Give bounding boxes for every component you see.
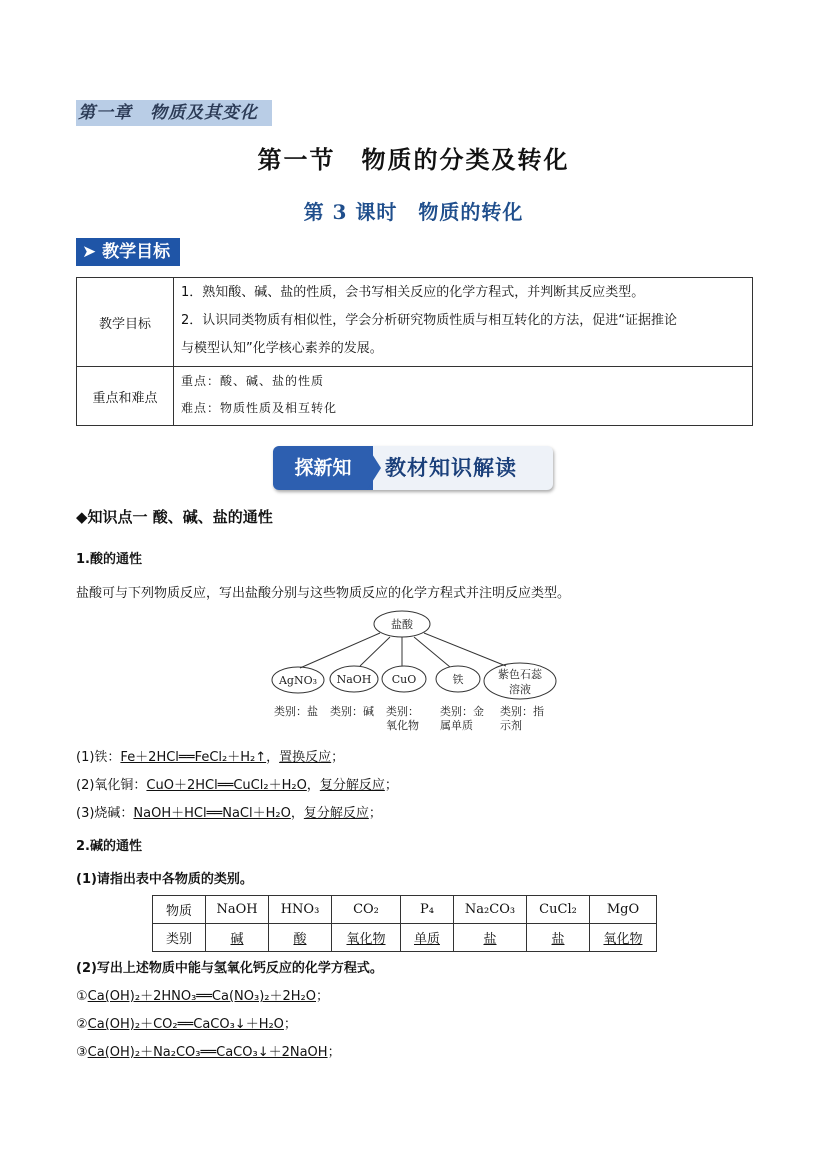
comma: ， [306,778,320,793]
eq-number: ③ [76,1045,88,1060]
arrow-line [300,633,380,668]
goals-tag: ➤ 教学目标 [76,238,180,266]
key-cell [174,367,753,426]
equation: Fe＋2HCl══FeCl₂＋H₂↑ [120,750,267,765]
knowledge-point-title: ◆知识点一 酸、碱、盐的通性 [76,508,273,526]
goal-1: 1．熟知酸、碱、盐的性质，会书写相关反应的化学方程式，并判断其反应类型。 [181,285,645,300]
cat-label: 类别：指 [500,705,544,718]
acid-diagram [268,608,568,738]
classification-table [152,895,657,952]
node-label: 溶液 [509,683,531,696]
node-label: NaOH [336,673,372,686]
cat-label: 类别：金 [440,705,484,718]
eq-prefix: (1)铁： [76,750,121,765]
sep: ； [327,1045,341,1060]
eq-number: ① [76,989,88,1004]
banner-right: 教材知识解读 [385,456,517,480]
sep: ； [316,989,330,1004]
goals-table [76,277,753,426]
cat-label: 氧化物 [386,719,419,732]
acid-eq2 [76,774,398,793]
equation: NaOH＋HCl══NaCl＋H₂O [133,806,291,821]
table-cell: P₄ [401,896,454,924]
cat-label: 示剂 [500,719,522,732]
goals-head: 教学目标 [77,278,174,367]
table-cell: 氧化物 [332,924,401,952]
table-cell: 类别 [153,924,206,952]
sep: ； [384,778,398,793]
table-row [153,896,657,924]
node-label: AgNO₃ [278,674,318,687]
node-label: CuO [391,673,417,686]
center-label: 盐酸 [391,618,413,631]
node-label: 铁 [452,673,464,686]
eq-prefix: (3)烧碱： [76,806,134,821]
node-label: 紫色石蕊 [498,668,542,681]
table-cell: 物质 [153,896,206,924]
comma: ， [290,806,304,821]
base-q2: (2)写出上述物质中能与氢氧化钙反应的化学方程式。 [76,961,383,976]
table-cell: MgO [590,896,657,924]
reaction-type: 复分解反应 [319,778,385,793]
table-cell: NaOH [206,896,269,924]
base-eq1 [76,985,329,1004]
cat-label: 类别： [386,705,419,718]
table-cell: 酸 [269,924,332,952]
equation: Ca(OH)₂＋Na₂CO₃══CaCO₃↓＋2NaOH [87,1045,328,1060]
eq-number: ② [76,1017,88,1032]
table-cell: CuCl₂ [527,896,590,924]
table-row [153,924,657,952]
reaction-type: 置换反应 [279,750,332,765]
banner-left: 探新知 [273,446,373,490]
eq-prefix: (2)氧化铜： [76,778,147,793]
table-cell: 碱 [206,924,269,952]
base-eq2 [76,1013,297,1032]
acid-title: 1.酸的通性 [76,552,142,567]
sep: ； [368,806,382,821]
reaction-type: 复分解反应 [303,806,369,821]
table-cell: 盐 [454,924,527,952]
table-cell: 氧化物 [590,924,657,952]
equation: Ca(OH)₂＋CO₂══CaCO₃↓＋H₂O [87,1017,284,1032]
base-q1: (1)请指出表中各物质的类别。 [76,872,253,887]
comma: ， [266,750,280,765]
goal-2a: 2．认识同类物质有相似性，学会分析研究物质性质与相互转化的方法，促进“证据推论 [181,313,678,328]
table-cell: 盐 [527,924,590,952]
arrow-line [424,633,506,666]
table-cell: Na₂CO₃ [454,896,527,924]
cat-label: 类别：盐 [274,705,318,718]
cat-label: 属单质 [440,719,473,732]
acid-intro: 盐酸可与下列物质反应，写出盐酸分别与这些物质反应的化学方程式并注明反应类型。 [76,586,571,601]
lesson-title: 第 3 课时 物质的转化 [303,200,524,224]
table-cell: 单质 [401,924,454,952]
acid-eq3 [76,802,382,821]
key-point: 重点：酸、碱、盐的性质 [181,374,325,388]
base-title: 2.碱的通性 [76,839,142,854]
sep: ； [283,1017,297,1032]
base-eq3 [76,1041,341,1060]
section-banner [273,446,553,490]
equation: CuO＋2HCl══CuCl₂＋H₂O [146,778,307,793]
key-head: 重点和难点 [77,367,174,426]
goal-2b: 与模型认知”化学核心素养的发展。 [181,341,383,356]
arrow-line [360,637,390,666]
goals-cell [174,278,753,367]
table-cell: CO₂ [332,896,401,924]
table-cell: HNO₃ [269,896,332,924]
chapter-heading: 第一章 物质及其变化 [76,100,272,126]
acid-eq1 [76,746,344,765]
section-title: 第一节 物质的分类及转化 [257,146,570,174]
sep: ； [331,750,345,765]
cat-label: 类别：碱 [330,705,374,718]
difficulty-point: 难点：物质性质及相互转化 [181,401,338,415]
equation: Ca(OH)₂＋2HNO₃══Ca(NO₃)₂＋2H₂O [87,989,316,1004]
banner-arrow [367,446,381,490]
